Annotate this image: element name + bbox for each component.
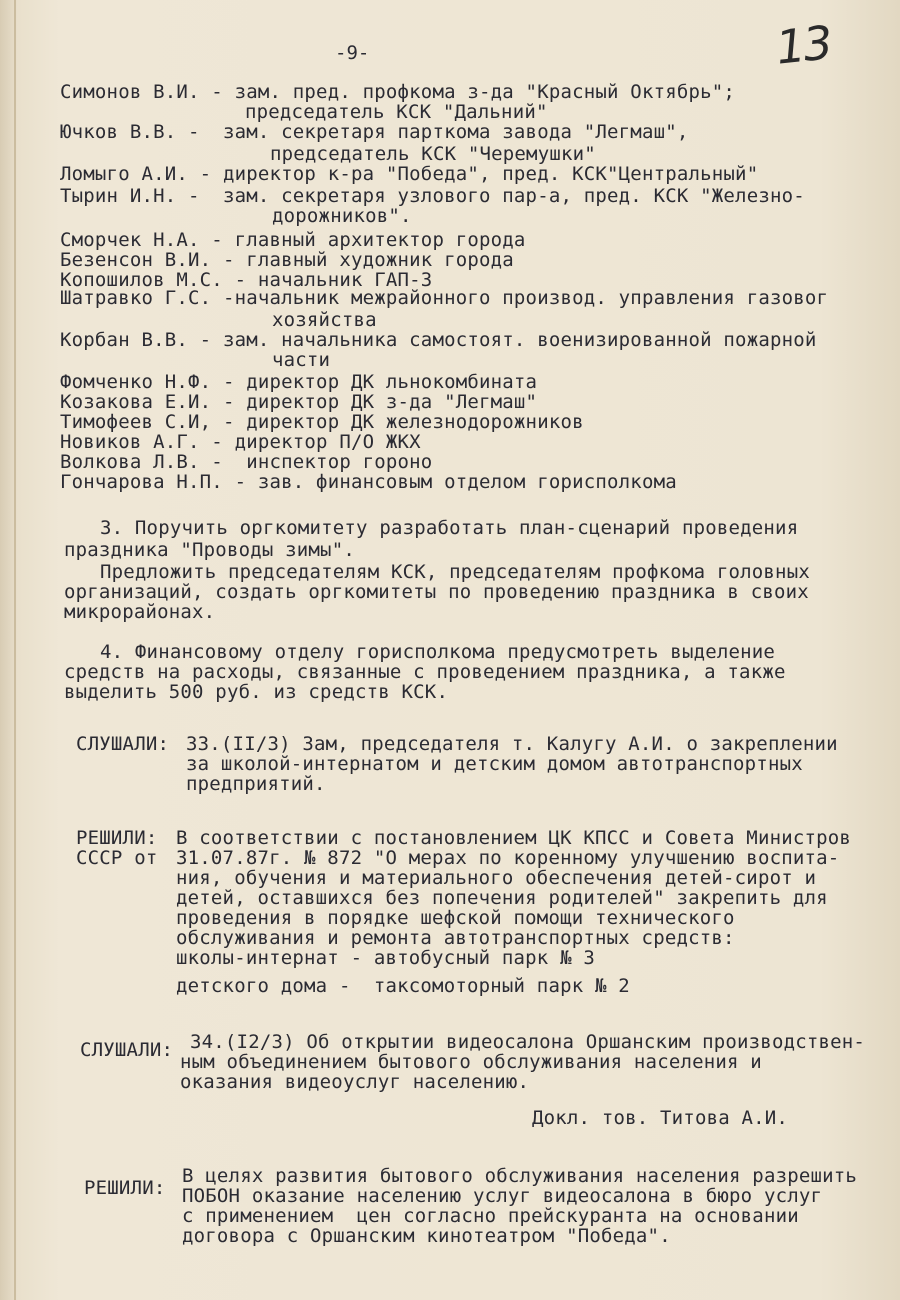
speaker-line: Докл. тов. Титова А.И.	[532, 1107, 789, 1129]
decision-33-line: обслуживания и ремонта автотранспортных средств:	[176, 927, 735, 949]
decision-33-line: школы-интернат - автобусный парк № 3	[176, 947, 596, 969]
heard-label: СЛУШАЛИ:	[76, 733, 170, 755]
heard-label: СЛУШАЛИ:	[80, 1039, 174, 1061]
decided-label: РЕШИЛИ:	[84, 1177, 166, 1199]
list-item: Сморчек Н.А. - главный архитектор города	[60, 229, 526, 251]
list-item: дорожников".	[272, 205, 412, 227]
list-item: Корбан В.В. - зам. начальника самостоят. военизированной пожарной	[60, 329, 817, 351]
item-34-line: оказания видеоуслуг населению.	[180, 1071, 530, 1093]
decision-33-line: детского дома - таксомоторный парк № 2	[176, 975, 630, 997]
decision-34-line: ПОБОН оказание населению услуг видеосалона в бюро услуг	[182, 1185, 823, 1207]
page-fold	[14, 0, 16, 1300]
list-item: Новиков А.Г. - директор П/О ЖКХ	[60, 431, 421, 453]
decision-34-line: с применением цен согласно прейскуранта на основании	[182, 1205, 799, 1227]
paragraph-3-line: организаций, создать оргкомитеты по проведению праздника в своих	[64, 581, 809, 603]
paragraph-3-line: 3. Поручить оргкомитету разработать план-сценарий проведения	[100, 517, 799, 539]
list-item: Тимофеев С.И, - директор ДК железнодорожников	[60, 411, 584, 433]
decision-34-line: В целях развития бытового обслуживания населения разрешить	[182, 1165, 858, 1187]
list-item: Шатравко Г.С. -начальник межрайонного производ. управления газовог	[60, 287, 829, 309]
item-33-line: предприятий.	[186, 773, 326, 795]
item-33-line: 33.(II/3) Зам, председателя т. Калугу А.И. о закреплении	[186, 733, 838, 755]
paragraph-3-line: микрорайонах.	[64, 601, 216, 623]
list-item: Симонов В.И. - зам. пред. профкома з-да "Красный Октябрь";	[60, 81, 736, 103]
list-item: Копошилов М.С. - начальник ГАП-3	[60, 269, 433, 291]
decision-33-line: детей, оставшихся без попечения родителей" закрепить для	[176, 887, 828, 909]
list-item: хозяйства	[272, 309, 377, 331]
decision-33-line: В соответствии с постановлением ЦК КПСС и Совета Министров	[176, 827, 852, 849]
list-item: части	[272, 349, 331, 371]
list-item: Тырин И.Н. - зам. секретаря узлового пар-а, пред. КСК "Железно-	[60, 185, 805, 207]
paragraph-3-line: Предложить председателям КСК, председателям профкома головных	[100, 561, 810, 583]
decision-34-line: договора с Оршанским кинотеатром "Победа".	[182, 1225, 671, 1247]
list-item: Ючков В.В. - зам. секретаря парткома завода "Легмаш",	[60, 121, 689, 143]
list-item: Волкова Л.В. - инспектор гороно	[60, 451, 433, 473]
list-item: председатель КСК "Черемушки"	[270, 143, 596, 165]
item-34-line: 34.(I2/3) Об открытии видеосалона Оршанским производствен-	[190, 1031, 866, 1053]
list-item: Безенсон В.И. - главный художник города	[60, 249, 514, 271]
list-item: Ломыго А.И. - директор к-ра "Победа", пред. КСК"Центральный"	[60, 163, 759, 185]
paragraph-3-line: праздника "Проводы зимы".	[64, 539, 355, 561]
list-item: Фомченко Н.Ф. - директор ДК льнокомбината	[60, 371, 538, 393]
decision-33-line: 31.07.87г. № 872 "О мерах по коренному улучшению воспита-	[176, 847, 840, 869]
paragraph-4-line: 4. Финансовому отделу горисполкома предусмотреть выделение	[100, 641, 776, 663]
decision-33-line: ния, обучения и материального обеспечения детей-сирот и	[176, 867, 817, 889]
decision-33-label: СССР от	[76, 847, 158, 869]
list-item: Козакова Е.И. - директор ДК з-да "Легмаш"	[60, 391, 538, 413]
page-number: -9-	[335, 42, 370, 64]
list-item: председатель КСК "Дальний"	[245, 101, 548, 123]
list-item: Гончарова Н.П. - зав. финансовым отделом горисполкома	[60, 471, 677, 493]
item-33-line: за школой-интернатом и детским домом автотранспортных	[186, 753, 803, 775]
decision-33-line: проведения в порядке шефской помощи технического	[176, 907, 735, 929]
item-34-line: ным объединением бытового обслуживания населения и	[180, 1051, 762, 1073]
paragraph-4-line: средств на расходы, связанные с проведением праздника, а также	[64, 661, 786, 683]
decided-label: РЕШИЛИ:	[76, 827, 158, 849]
paragraph-4-line: выделить 500 руб. из средств КСК.	[64, 681, 449, 703]
handwritten-page-number: 13	[773, 15, 834, 75]
